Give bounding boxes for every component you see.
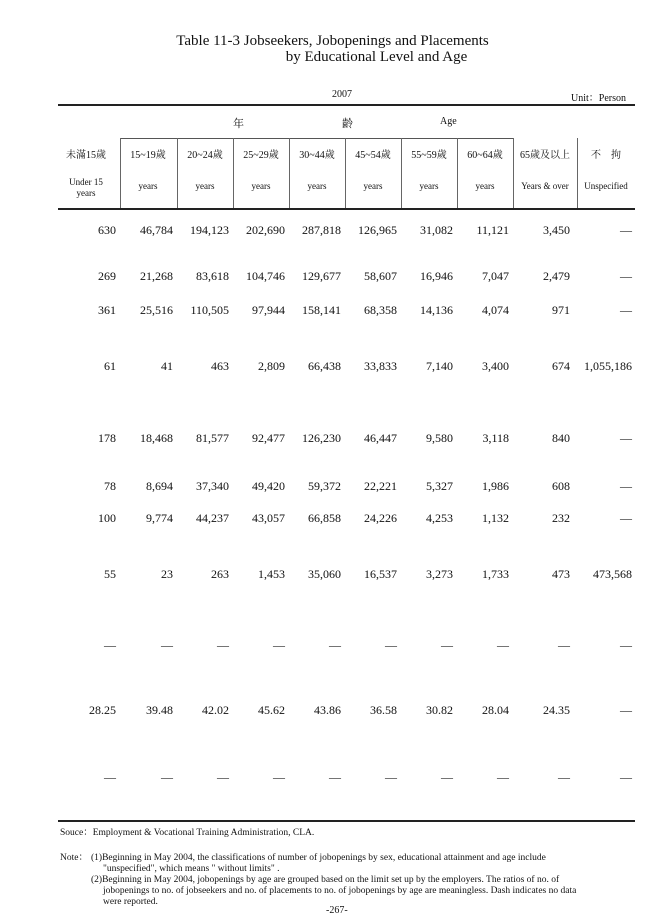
table-cell: 81,577 [196,431,229,445]
table-cell: — [620,770,632,784]
table-cell: 269 [98,269,116,283]
table-cell: 232 [552,511,570,525]
table-title-line1: Table 11-3 Jobseekers, Jobopenings and Placements [176,33,489,49]
table-cell: — [620,223,632,237]
table-cell: — [161,638,173,652]
table-cell: 4,253 [426,511,453,525]
table-cell: 9,774 [146,511,173,525]
table-cell: 473 [552,567,570,581]
table-cell: 1,132 [482,511,509,525]
column-header-zh: 不 拘 [591,150,621,161]
table-cell: 44,237 [196,511,229,525]
column-header-zh: 15~19歲 [130,150,166,161]
column-header-en: years [363,181,383,191]
table-cell: 104,746 [246,269,285,283]
table-cell: 97,944 [252,303,285,317]
table-cell: — [385,638,397,652]
age-header-en: Age [440,116,457,127]
table-bottom-rule [58,820,635,822]
table-cell: 25,516 [140,303,173,317]
table-cell: 33,833 [364,359,397,373]
table-cell: — [497,770,509,784]
column-header-en: years [307,181,327,191]
table-cell: — [620,638,632,652]
table-cell: 16,946 [420,269,453,283]
column-header-zh: 65歲及以上 [520,150,570,161]
table-cell: — [620,703,632,717]
table-cell: 24.35 [543,703,570,717]
table-cell: 263 [211,567,229,581]
table-cell: — [385,770,397,784]
table-cell: 3,400 [482,359,509,373]
table-cell: 1,453 [258,567,285,581]
column-header-zh: 20~24歲 [187,150,223,161]
table-cell: 28.25 [89,703,116,717]
table-cell: 2,479 [543,269,570,283]
table-top-rule [58,104,635,106]
table-cell: — [441,638,453,652]
table-cell: — [329,638,341,652]
table-cell: 840 [552,431,570,445]
source-note: Souce：Employment & Vocational Training Administration, CLA. [60,828,315,838]
year-label: 2007 [332,89,352,100]
table-cell: 37,340 [196,479,229,493]
table-cell: 66,858 [308,511,341,525]
table-cell: 59,372 [308,479,341,493]
age-group-rule [120,138,513,139]
age-header-cjk1: 年 [233,118,244,130]
table-cell: 1,733 [482,567,509,581]
table-title-line2: by Educational Level and Age [285,49,468,65]
column-header-zh: 30~44歲 [299,150,335,161]
table-cell: 14,136 [420,303,453,317]
table-cell: — [217,770,229,784]
table-cell: 43.86 [314,703,341,717]
table-cell: 3,118 [482,431,509,445]
table-cell: 971 [552,303,570,317]
table-cell: 66,438 [308,359,341,373]
table-cell: 46,784 [140,223,173,237]
table-cell: 11,121 [476,223,509,237]
column-header-zh: 45~54歲 [355,150,391,161]
table-cell: 46,447 [364,431,397,445]
header-bottom-rule [58,208,635,210]
note-2-line-1: (2)Beginning in May 2004, jobopenings by age are grouped based on the limit set up by the employers. The ratios of no. of [91,875,560,885]
table-cell: 23 [161,567,173,581]
table-cell: 39.48 [146,703,173,717]
table-cell: — [620,511,632,525]
table-cell: 61 [104,359,116,373]
table-cell: 9,580 [426,431,453,445]
column-divider [513,138,514,208]
column-header-en: Under 15 years [69,177,103,198]
note-1-line-2: "unspecified", which means " without limits" . [103,864,280,874]
table-cell: — [558,770,570,784]
table-cell: 4,074 [482,303,509,317]
table-cell: 608 [552,479,570,493]
unit-label: Unit：Person [571,93,626,104]
column-divider [577,138,578,208]
table-cell: — [273,638,285,652]
table-cell: 1,986 [482,479,509,493]
column-header-zh: 25~29歲 [243,150,279,161]
table-cell: 8,694 [146,479,173,493]
table-cell: 2,809 [258,359,285,373]
table-cell: 194,123 [190,223,229,237]
table-cell: 18,468 [140,431,173,445]
table-cell: 126,965 [358,223,397,237]
table-cell: — [104,770,116,784]
table-cell: — [620,431,632,445]
column-divider [457,138,458,208]
note-2-line-3: were reported. [103,897,158,907]
column-divider [177,138,178,208]
note-label: Note： [60,853,88,863]
table-cell: 1,055,186 [584,359,632,373]
column-header-en: years [138,181,158,191]
table-cell: 21,268 [140,269,173,283]
table-cell: 55 [104,567,116,581]
column-header-zh: 55~59歲 [411,150,447,161]
note-2-line-2: jobopenings to no. of jobseekers and no. of placements to no. of jobopenings by age are meaningless. Dash indicates no data [103,886,577,896]
table-cell: 361 [98,303,116,317]
table-cell: 126,230 [302,431,341,445]
table-cell: 58,607 [364,269,397,283]
table-cell: 16,537 [364,567,397,581]
table-cell: 68,358 [364,303,397,317]
table-cell: 129,677 [302,269,341,283]
column-header-en: Years & over [521,181,569,191]
table-cell: 473,568 [593,567,632,581]
table-cell: 49,420 [252,479,285,493]
column-divider [233,138,234,208]
table-cell: 83,618 [196,269,229,283]
column-header-en: years [475,181,495,191]
table-cell: 178 [98,431,116,445]
table-cell: 78 [104,479,116,493]
column-header-en: years [419,181,439,191]
table-cell: 92,477 [252,431,285,445]
age-header-cjk2: 齡 [342,118,353,130]
table-cell: 100 [98,511,116,525]
column-header-en: Unspecified [584,181,628,191]
table-cell: 36.58 [370,703,397,717]
table-cell: 7,047 [482,269,509,283]
table-cell: 158,141 [302,303,341,317]
table-cell: 5,327 [426,479,453,493]
table-cell: 30.82 [426,703,453,717]
column-header-zh: 60~64歲 [467,150,503,161]
table-cell: — [620,303,632,317]
table-cell: 630 [98,223,116,237]
table-cell: 42.02 [202,703,229,717]
column-divider [120,138,121,208]
table-cell: 202,690 [246,223,285,237]
column-divider [401,138,402,208]
table-cell: 41 [161,359,173,373]
table-cell: 45.62 [258,703,285,717]
table-cell: 7,140 [426,359,453,373]
column-divider [345,138,346,208]
table-cell: — [217,638,229,652]
table-cell: 31,082 [420,223,453,237]
page-number: -267- [326,905,348,916]
table-cell: 28.04 [482,703,509,717]
table-cell: 3,450 [543,223,570,237]
table-cell: 35,060 [308,567,341,581]
table-cell: 22,221 [364,479,397,493]
table-cell: — [558,638,570,652]
note-1-line-1: (1)Beginning in May 2004, the classifications of number of jobopenings by sex, educational attainment and age include [91,853,546,863]
column-header-en: years [195,181,215,191]
column-header-zh: 未滿15歲 [66,150,106,161]
table-cell: — [329,770,341,784]
table-cell: — [620,479,632,493]
table-cell: — [441,770,453,784]
table-cell: 43,057 [252,511,285,525]
table-cell: — [620,269,632,283]
table-cell: — [497,638,509,652]
table-cell: — [104,638,116,652]
table-cell: 3,273 [426,567,453,581]
table-cell: — [273,770,285,784]
table-cell: 24,226 [364,511,397,525]
table-cell: 110,505 [190,303,229,317]
column-divider [289,138,290,208]
column-header-en: years [251,181,271,191]
table-cell: 463 [211,359,229,373]
table-cell: 287,818 [302,223,341,237]
table-cell: — [161,770,173,784]
table-cell: 674 [552,359,570,373]
